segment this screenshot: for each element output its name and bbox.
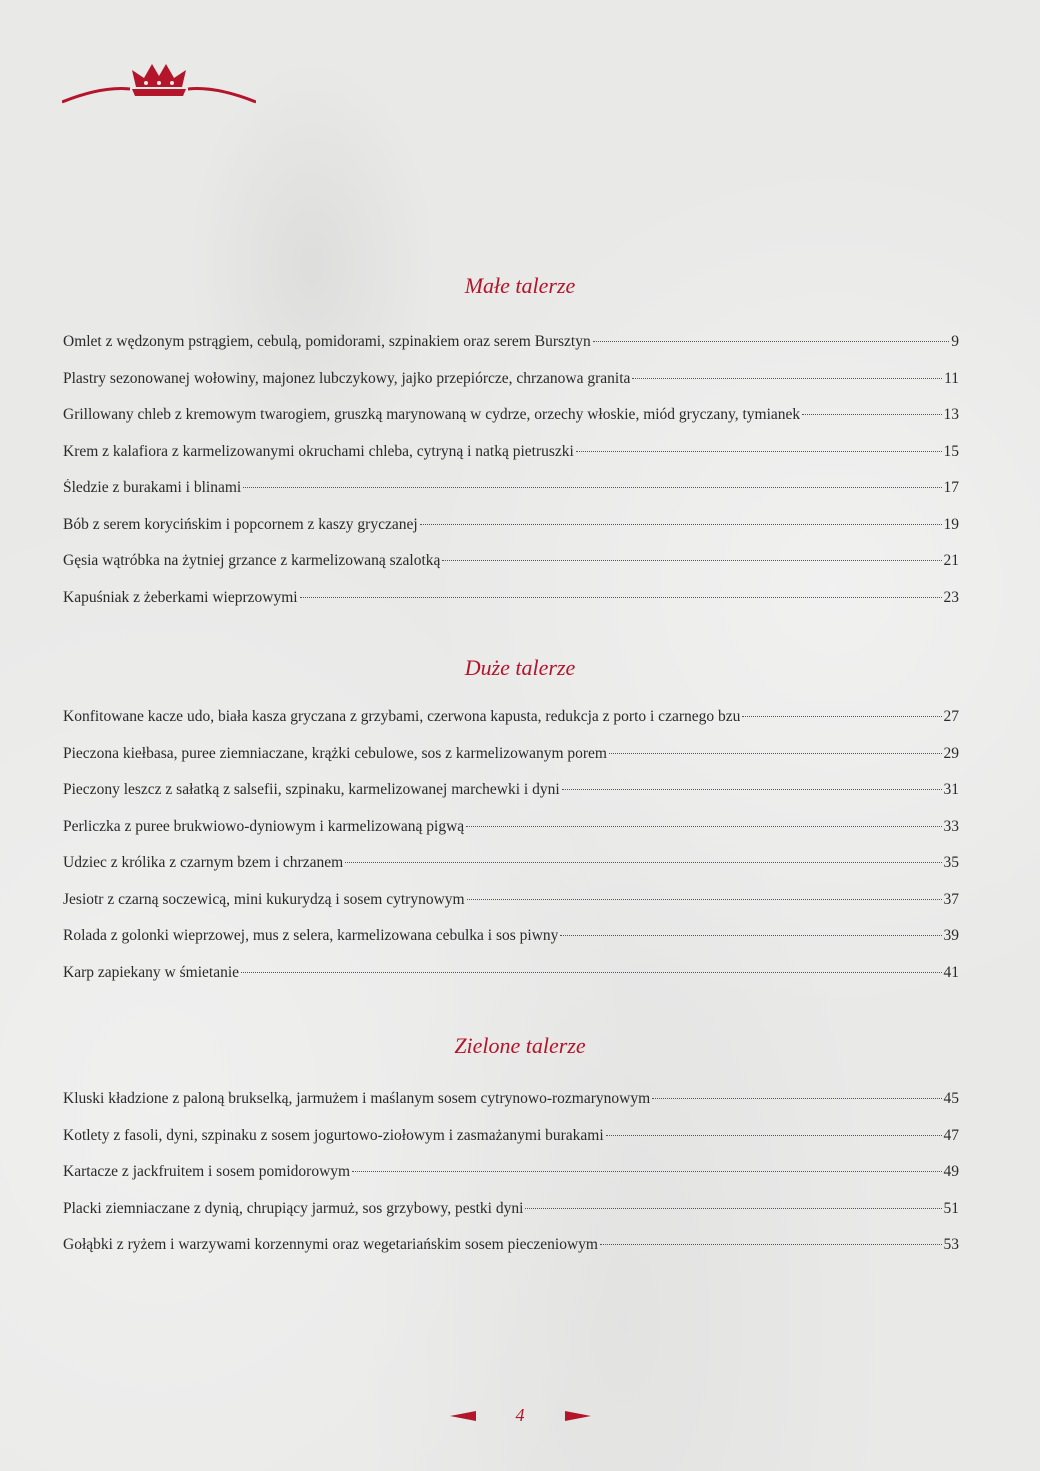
page-number: 53 (943, 1236, 959, 1253)
page-number-footer: 4 (515, 1405, 525, 1425)
page-number: 17 (943, 479, 959, 496)
dish-name: Grillowany chleb z kremowym twarogiem, gruszką marynowaną w cydrze, orzechy włoskie, miód gryczany, tymianek (63, 406, 801, 423)
page-number: 37 (943, 890, 959, 908)
leader-dots (593, 341, 950, 342)
menu-item (63, 516, 959, 553)
page-number: 39 (943, 927, 959, 944)
menu-item (63, 406, 959, 443)
dish-name: Placki ziemniaczane z dynią, chrupiący jarmuż, sos grzybowy, pestki dyni (63, 1199, 524, 1217)
menu-list-duze-talerze (63, 708, 959, 1000)
leader-dots (241, 972, 941, 973)
leader-dots (632, 378, 942, 379)
leader-dots (300, 597, 942, 598)
menu-list-zielone-talerze (63, 1090, 959, 1273)
page-number: 31 (943, 781, 959, 798)
menu-item (63, 370, 959, 407)
leader-dots (243, 487, 941, 488)
leader-dots (560, 935, 941, 936)
dish-name: Omlet z wędzonym pstrągiem, cebulą, pomidorami, szpinakiem oraz serem Bursztyn (63, 333, 591, 350)
dish-name: Jesiotr z czarną soczewicą, mini kukurydzą i sosem cytrynowym (63, 890, 465, 908)
dish-name: Kartacze z jackfruitem i sosem pomidorowym (63, 1163, 351, 1180)
menu-item (63, 745, 959, 782)
dish-name: Pieczony leszcz z sałatką z salsefii, szpinaku, karmelizowanej marchewki i dyni (63, 781, 560, 798)
menu-item (63, 1200, 959, 1237)
leader-dots (525, 1208, 941, 1209)
dish-name: Gołąbki z ryżem i warzywami korzennymi oraz wegetariańskim sosem pieczeniowym (63, 1236, 598, 1253)
leader-dots (600, 1244, 942, 1245)
dish-name: Gęsia wątróbka na żytniej grzance z karmelizowaną szalotką (63, 552, 441, 569)
arrow-right-icon[interactable] (565, 1411, 591, 1421)
menu-item (63, 1163, 959, 1200)
leader-dots (442, 560, 941, 561)
menu-item (63, 708, 959, 745)
page-number: 27 (943, 708, 959, 725)
menu-item (63, 927, 959, 964)
leader-dots (742, 716, 941, 717)
dish-name: Perliczka z puree brukwiowo-dyniowym i karmelizowaną pigwą (63, 817, 465, 835)
leader-dots (352, 1171, 941, 1172)
menu-item (63, 854, 959, 891)
page-number: 19 (943, 515, 959, 533)
menu-list-male-talerze (63, 333, 959, 625)
dish-name: Rolada z golonki wieprzowej, mus z selera, karmelizowana cebulka i sos piwny (63, 927, 559, 944)
dish-name: Kotlety z fasoli, dyni, szpinaku z sosem jogurtowo-ziołowym i zasmażanymi burakami (63, 1126, 604, 1144)
dish-name: Udziec z królika z czarnym bzem i chrzanem (63, 854, 344, 871)
leader-dots (420, 524, 942, 525)
dish-name: Bób z serem korycińskim i popcornem z kaszy gryczanej (63, 515, 418, 533)
dish-name: Śledzie z burakami i blinami (63, 479, 242, 496)
leader-dots (345, 862, 941, 863)
menu-item (63, 964, 959, 1001)
page-number: 23 (943, 588, 959, 606)
menu-item (63, 1236, 959, 1273)
page-number: 29 (943, 744, 959, 762)
page-number: 51 (943, 1199, 959, 1217)
menu-item (63, 589, 959, 626)
dish-name: Krem z kalafiora z karmelizowanymi okruchami chleba, cytryną i natką pietruszki (63, 442, 574, 460)
menu-item (63, 443, 959, 480)
page-number: 33 (943, 817, 959, 835)
page-number: 41 (943, 963, 959, 981)
dish-name: Kapuśniak z żeberkami wieprzowymi (63, 588, 298, 606)
menu-item (63, 479, 959, 516)
page-number: 45 (943, 1090, 959, 1107)
page-number: 35 (943, 854, 959, 871)
leader-dots (802, 414, 941, 415)
leader-dots (652, 1098, 941, 1099)
page-number: 13 (943, 406, 959, 423)
leader-dots (467, 899, 942, 900)
leader-dots (562, 789, 942, 790)
section-title-male-talerze: Małe talerze (464, 273, 576, 298)
menu-item (63, 1127, 959, 1164)
page-number: 11 (944, 369, 959, 387)
page-number: 9 (951, 333, 959, 350)
section-title-zielone-talerze: Zielone talerze (454, 1033, 586, 1058)
menu-item (63, 333, 959, 370)
leader-dots (606, 1135, 942, 1136)
dish-name: Karp zapiekany w śmietanie (63, 963, 240, 981)
leader-dots (609, 753, 942, 754)
dish-name: Plastry sezonowanej wołowiny, majonez lubczykowy, jajko przepiórcze, chrzanowa granita (63, 369, 631, 387)
crown-icon (62, 62, 256, 106)
page-number: 15 (943, 442, 959, 460)
dish-name: Pieczona kiełbasa, puree ziemniaczane, krążki cebulowe, sos z karmelizowanym porem (63, 744, 607, 762)
leader-dots (576, 451, 942, 452)
page-number: 47 (943, 1126, 959, 1144)
page-footer (0, 1403, 1040, 1429)
dish-name: Kluski kładzione z paloną brukselką, jarmużem i maślanym sosem cytrynowo-rozmarynowym (63, 1090, 651, 1107)
menu-item (63, 781, 959, 818)
menu-item (63, 1090, 959, 1127)
page-number: 21 (943, 552, 959, 569)
menu-item (63, 552, 959, 589)
menu-item (63, 891, 959, 928)
menu-item (63, 818, 959, 855)
section-title-duze-talerze: Duże talerze (464, 655, 576, 680)
page-number: 49 (943, 1163, 959, 1180)
leader-dots (466, 826, 941, 827)
dish-name: Konfitowane kacze udo, biała kasza gryczana z grzybami, czerwona kapusta, redukcja z porto i czarnego bzu (63, 708, 741, 725)
